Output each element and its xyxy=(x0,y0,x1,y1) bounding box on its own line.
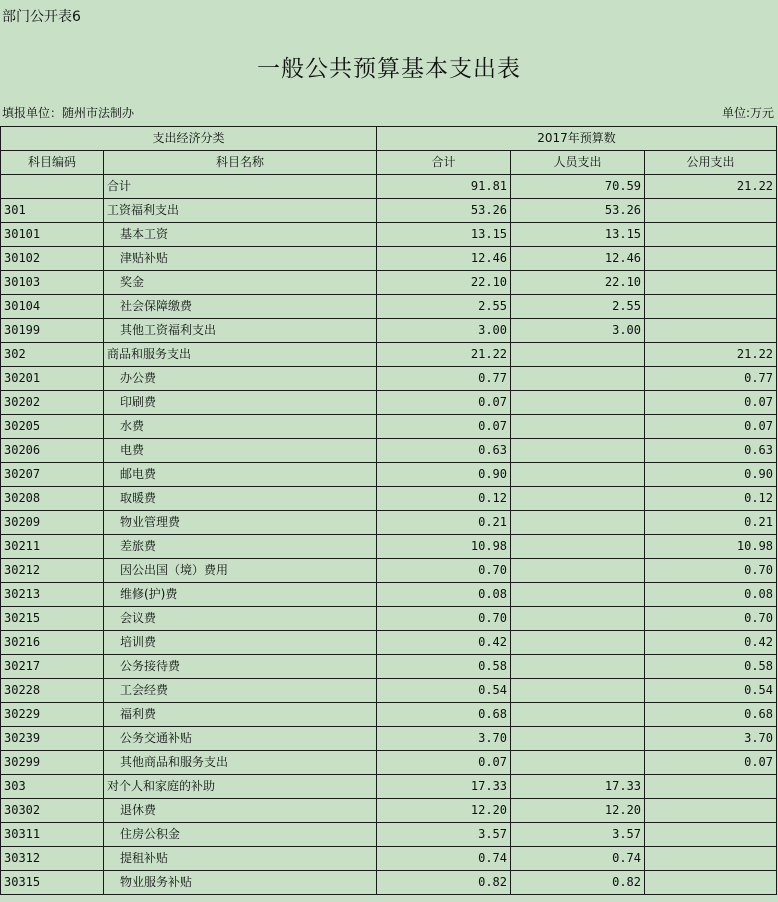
budget-table xyxy=(0,126,777,895)
row-name-cell: 基本工资 xyxy=(104,223,377,247)
row-code-cell: 30211 xyxy=(1,535,104,559)
row-total-cell: 21.22 xyxy=(377,343,511,367)
row-personnel-cell: 0.74 xyxy=(511,847,645,871)
row-name-cell: 工会经费 xyxy=(104,679,377,703)
row-name-cell: 工资福利支出 xyxy=(104,199,377,223)
row-public-cell xyxy=(645,823,777,847)
row-personnel-cell xyxy=(511,583,645,607)
row-code-cell: 30103 xyxy=(1,271,104,295)
row-name-cell: 会议费 xyxy=(104,607,377,631)
table-row xyxy=(1,463,777,487)
row-code-cell: 30215 xyxy=(1,607,104,631)
row-personnel-cell xyxy=(511,367,645,391)
header-budget-year: 2017年预算数 xyxy=(377,127,777,151)
row-name-cell: 社会保障缴费 xyxy=(104,295,377,319)
row-total-cell: 0.90 xyxy=(377,463,511,487)
document-label: 部门公开表6 xyxy=(2,9,81,25)
row-public-cell: 21.22 xyxy=(645,175,777,199)
row-code-cell: 30206 xyxy=(1,439,104,463)
row-name-cell: 商品和服务支出 xyxy=(104,343,377,367)
row-total-cell: 0.08 xyxy=(377,583,511,607)
row-personnel-cell xyxy=(511,679,645,703)
table-row xyxy=(1,415,777,439)
row-total-cell: 0.74 xyxy=(377,847,511,871)
row-name-cell: 取暖费 xyxy=(104,487,377,511)
row-personnel-cell xyxy=(511,511,645,535)
row-public-cell xyxy=(645,271,777,295)
row-personnel-cell: 12.46 xyxy=(511,247,645,271)
header-group-row xyxy=(1,127,777,151)
row-code-cell xyxy=(1,175,104,199)
row-personnel-cell xyxy=(511,727,645,751)
row-name-cell: 退休费 xyxy=(104,799,377,823)
table-row xyxy=(1,535,777,559)
row-personnel-cell: 3.57 xyxy=(511,823,645,847)
table-row xyxy=(1,487,777,511)
row-public-cell xyxy=(645,295,777,319)
row-personnel-cell: 0.82 xyxy=(511,871,645,895)
row-total-cell: 2.55 xyxy=(377,295,511,319)
row-name-cell: 住房公积金 xyxy=(104,823,377,847)
row-code-cell: 30213 xyxy=(1,583,104,607)
row-name-cell: 对个人和家庭的补助 xyxy=(104,775,377,799)
row-name-cell: 公务交通补贴 xyxy=(104,727,377,751)
row-public-cell: 0.58 xyxy=(645,655,777,679)
row-public-cell: 0.63 xyxy=(645,439,777,463)
row-total-cell: 17.33 xyxy=(377,775,511,799)
row-personnel-cell: 22.10 xyxy=(511,271,645,295)
row-public-cell: 0.70 xyxy=(645,559,777,583)
table-row xyxy=(1,703,777,727)
row-name-cell: 差旅费 xyxy=(104,535,377,559)
row-total-cell: 3.00 xyxy=(377,319,511,343)
table-row xyxy=(1,175,777,199)
row-public-cell: 0.08 xyxy=(645,583,777,607)
header-code: 科目编码 xyxy=(1,151,104,175)
row-personnel-cell xyxy=(511,463,645,487)
row-code-cell: 30209 xyxy=(1,511,104,535)
row-total-cell: 12.46 xyxy=(377,247,511,271)
table-row xyxy=(1,367,777,391)
row-personnel-cell xyxy=(511,655,645,679)
row-name-cell: 提租补贴 xyxy=(104,847,377,871)
row-personnel-cell xyxy=(511,415,645,439)
row-name-cell: 津贴补贴 xyxy=(104,247,377,271)
row-total-cell: 0.77 xyxy=(377,367,511,391)
row-name-cell: 其他商品和服务支出 xyxy=(104,751,377,775)
row-name-cell: 邮电费 xyxy=(104,463,377,487)
row-total-cell: 0.68 xyxy=(377,703,511,727)
row-personnel-cell: 13.15 xyxy=(511,223,645,247)
row-total-cell: 0.82 xyxy=(377,871,511,895)
row-total-cell: 0.07 xyxy=(377,751,511,775)
header-economic-classification: 支出经济分类 xyxy=(1,127,377,151)
row-code-cell: 30199 xyxy=(1,319,104,343)
row-code-cell: 30228 xyxy=(1,679,104,703)
table-row xyxy=(1,391,777,415)
row-code-cell: 30299 xyxy=(1,751,104,775)
row-personnel-cell xyxy=(511,751,645,775)
row-name-cell: 维修(护)费 xyxy=(104,583,377,607)
row-personnel-cell xyxy=(511,607,645,631)
row-public-cell: 10.98 xyxy=(645,535,777,559)
table-row xyxy=(1,583,777,607)
row-total-cell: 0.12 xyxy=(377,487,511,511)
table-row xyxy=(1,871,777,895)
row-total-cell: 10.98 xyxy=(377,535,511,559)
row-code-cell: 30202 xyxy=(1,391,104,415)
row-public-cell xyxy=(645,319,777,343)
table-row xyxy=(1,199,777,223)
row-total-cell: 12.20 xyxy=(377,799,511,823)
table-row xyxy=(1,295,777,319)
row-personnel-cell: 2.55 xyxy=(511,295,645,319)
row-personnel-cell: 12.20 xyxy=(511,799,645,823)
row-public-cell: 0.90 xyxy=(645,463,777,487)
header-total: 合计 xyxy=(377,151,511,175)
table-row xyxy=(1,223,777,247)
reporting-unit: 填报单位：随州市法制办 xyxy=(2,106,135,120)
row-public-cell: 0.21 xyxy=(645,511,777,535)
row-public-cell: 21.22 xyxy=(645,343,777,367)
row-personnel-cell xyxy=(511,559,645,583)
table-row xyxy=(1,319,777,343)
row-code-cell: 30212 xyxy=(1,559,104,583)
row-public-cell xyxy=(645,871,777,895)
row-personnel-cell xyxy=(511,535,645,559)
row-name-cell: 合计 xyxy=(104,175,377,199)
row-name-cell: 公务接待费 xyxy=(104,655,377,679)
row-code-cell: 30311 xyxy=(1,823,104,847)
row-total-cell: 0.70 xyxy=(377,607,511,631)
row-code-cell: 30201 xyxy=(1,367,104,391)
row-personnel-cell xyxy=(511,439,645,463)
row-public-cell xyxy=(645,247,777,271)
table-row xyxy=(1,655,777,679)
row-code-cell: 30315 xyxy=(1,871,104,895)
currency-unit: 单位:万元 xyxy=(721,106,774,120)
row-total-cell: 22.10 xyxy=(377,271,511,295)
row-personnel-cell xyxy=(511,391,645,415)
row-public-cell: 0.07 xyxy=(645,415,777,439)
row-personnel-cell xyxy=(511,703,645,727)
row-name-cell: 奖金 xyxy=(104,271,377,295)
row-total-cell: 3.70 xyxy=(377,727,511,751)
row-personnel-cell: 3.00 xyxy=(511,319,645,343)
row-public-cell: 0.12 xyxy=(645,487,777,511)
row-total-cell: 0.58 xyxy=(377,655,511,679)
header-personnel: 人员支出 xyxy=(511,151,645,175)
table-row xyxy=(1,559,777,583)
row-name-cell: 其他工资福利支出 xyxy=(104,319,377,343)
row-public-cell: 0.42 xyxy=(645,631,777,655)
row-name-cell: 培训费 xyxy=(104,631,377,655)
row-code-cell: 30101 xyxy=(1,223,104,247)
row-public-cell xyxy=(645,223,777,247)
row-personnel-cell: 53.26 xyxy=(511,199,645,223)
table-row xyxy=(1,439,777,463)
row-total-cell: 0.21 xyxy=(377,511,511,535)
row-total-cell: 0.54 xyxy=(377,679,511,703)
row-code-cell: 30104 xyxy=(1,295,104,319)
row-total-cell: 0.63 xyxy=(377,439,511,463)
row-total-cell: 3.57 xyxy=(377,823,511,847)
row-public-cell: 0.54 xyxy=(645,679,777,703)
page-title: 一般公共预算基本支出表 xyxy=(257,56,521,82)
row-name-cell: 物业服务补贴 xyxy=(104,871,377,895)
row-code-cell: 302 xyxy=(1,343,104,367)
row-code-cell: 301 xyxy=(1,199,104,223)
row-total-cell: 0.07 xyxy=(377,391,511,415)
table-row xyxy=(1,271,777,295)
header-public: 公用支出 xyxy=(645,151,777,175)
row-personnel-cell: 17.33 xyxy=(511,775,645,799)
row-public-cell: 3.70 xyxy=(645,727,777,751)
table-row xyxy=(1,247,777,271)
row-personnel-cell xyxy=(511,343,645,367)
table-body xyxy=(1,175,777,895)
row-total-cell: 0.70 xyxy=(377,559,511,583)
table-row xyxy=(1,631,777,655)
row-public-cell xyxy=(645,799,777,823)
row-name-cell: 物业管理费 xyxy=(104,511,377,535)
row-public-cell: 0.07 xyxy=(645,751,777,775)
table-row xyxy=(1,751,777,775)
row-name-cell: 因公出国（境）费用 xyxy=(104,559,377,583)
header-name: 科目名称 xyxy=(104,151,377,175)
row-total-cell: 53.26 xyxy=(377,199,511,223)
header-column-row xyxy=(1,151,777,175)
table-row xyxy=(1,775,777,799)
table-row xyxy=(1,823,777,847)
table-row xyxy=(1,847,777,871)
row-public-cell: 0.68 xyxy=(645,703,777,727)
row-total-cell: 13.15 xyxy=(377,223,511,247)
row-name-cell: 福利费 xyxy=(104,703,377,727)
table-row xyxy=(1,607,777,631)
row-public-cell: 0.70 xyxy=(645,607,777,631)
table-row xyxy=(1,343,777,367)
row-code-cell: 30102 xyxy=(1,247,104,271)
row-name-cell: 办公费 xyxy=(104,367,377,391)
row-code-cell: 30207 xyxy=(1,463,104,487)
table-row xyxy=(1,727,777,751)
row-total-cell: 0.07 xyxy=(377,415,511,439)
row-code-cell: 30208 xyxy=(1,487,104,511)
row-public-cell xyxy=(645,775,777,799)
row-total-cell: 0.42 xyxy=(377,631,511,655)
row-personnel-cell xyxy=(511,487,645,511)
table-row xyxy=(1,679,777,703)
table-row xyxy=(1,799,777,823)
row-personnel-cell: 70.59 xyxy=(511,175,645,199)
row-code-cell: 30312 xyxy=(1,847,104,871)
row-public-cell xyxy=(645,847,777,871)
row-name-cell: 电费 xyxy=(104,439,377,463)
table-row xyxy=(1,511,777,535)
row-code-cell: 30302 xyxy=(1,799,104,823)
row-code-cell: 30216 xyxy=(1,631,104,655)
row-public-cell: 0.77 xyxy=(645,367,777,391)
row-public-cell xyxy=(645,199,777,223)
row-code-cell: 30239 xyxy=(1,727,104,751)
row-name-cell: 水费 xyxy=(104,415,377,439)
row-code-cell: 30205 xyxy=(1,415,104,439)
row-code-cell: 303 xyxy=(1,775,104,799)
row-personnel-cell xyxy=(511,631,645,655)
row-public-cell: 0.07 xyxy=(645,391,777,415)
row-total-cell: 91.81 xyxy=(377,175,511,199)
row-code-cell: 30217 xyxy=(1,655,104,679)
row-code-cell: 30229 xyxy=(1,703,104,727)
row-name-cell: 印刷费 xyxy=(104,391,377,415)
